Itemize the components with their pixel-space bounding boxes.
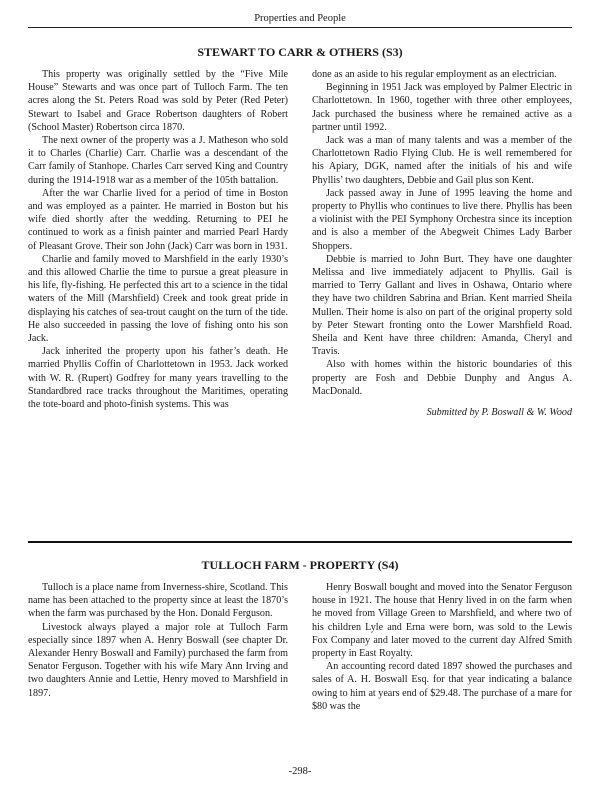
paragraph: Tulloch is a place name from Inverness-shire, Scotland. This name has been attached to the property since at least the 1870’s when the farm was purchased by the Hon. Donald Ferguson. bbox=[28, 582, 288, 620]
section-title-stewart-carr: STEWART TO CARR & OTHERS (S3) bbox=[197, 45, 403, 59]
section-title-tulloch-farm: TULLOCH FARM - PROPERTY (S4) bbox=[201, 558, 399, 572]
paragraph: Livestock always played a major role at Tulloch Farm especially since 1897 when A. Henry Boswall (see chapter Dr. Alexander Henry Boswall and Family) purchased the farm from Senator Ferguson. Together with his wife Mary Ann Irving and two daughters Annie and Lettie, Henry moved to Marshfield in 1897. bbox=[28, 621, 288, 699]
section2-right-column bbox=[312, 581, 572, 713]
paragraph: Jack passed away in June of 1995 leaving the home and property to Phyllis who continues to live there. Phyllis has been a violinist with the PEI Symphony Orchestra since its inception and is also a member of the Abegweit Chimes Lady Barber Shoppers. bbox=[312, 187, 572, 252]
paragraph: After the war Charlie lived for a period of time in Boston and was employed as a painter. He married in Boston but his wife died shortly after the wedding. Returning to PEI he continued to work as a finish painter and married Pearl Hardy of Pleasant Grove. Their son John (Jack) Carr was born in 1931. bbox=[28, 187, 288, 252]
paragraph: Charlie and family moved to Marshfield in the early 1930’s and this allowed Charlie the time to pursue a great pleasure in his life, fly-fishing. He perfected this art to a science in the tidal waters of the Mill (Marshfield) Creek and took great pride in displaying his catches of sea-trout caught on the turn of the tide. He also succeeded in passing the love of fishing onto his son Jack. bbox=[28, 253, 288, 345]
paragraph: Henry Boswall bought and moved into the Senator Ferguson house in 1921. The house that Henry lived in on the farm when he moved from Village Green to Marshfield, and where two of his children Lyle and Erna were born, was sold to the Lewis Fox Company and later moved to the current day Alfred Smith property in East Royalty. bbox=[312, 582, 572, 660]
section-divider bbox=[28, 541, 572, 543]
paragraph: Debbie is married to John Burt. They have one daughter Melissa and live immediately adjacent to Phyllis. Gail is married to Terry Gallant and lives in Oshawa, Ontario where they have two children Sabrina and Brian. Kent married Sheila Mullen. Their home is also on part of the original property sold by Peter Stewart fronting onto the Lower Marshfield Road. Sheila and Kent have three children: Amanda, Cheryl and Travis. bbox=[312, 253, 572, 358]
byline: Submitted by P. Boswall & W. Wood bbox=[426, 407, 572, 419]
paragraph: done as an aside to his regular employment as an electrician. bbox=[312, 69, 557, 80]
paragraph: Beginning in 1951 Jack was employed by Palmer Electric in Charlottetown. In 1960, together with three other employees, Jack purchased the business where he remained active as a partner until 1992. bbox=[312, 82, 572, 133]
paragraph: The next owner of the property was a J. Matheson who sold it to Charles (Charlie) Carr. Charlie was a descendant of the Carr family of Stanhope. Charles Carr served King and Country during the 1914-1918 war as a member of the 105th battalion. bbox=[28, 135, 288, 186]
paragraph: This property was originally settled by the “Five Mile House” Stewarts and was once part of Tulloch Farm. The ten acres along the St. Peters Road was sold by Peter (Red Peter) Stewart to Isabel and Grace Robertson daughters of Robert (School Master) Robertson circa 1870. bbox=[28, 69, 288, 133]
section1-left-column bbox=[28, 68, 288, 411]
paragraph: An accounting record dated 1897 showed the purchases and sales of A. H. Boswall Esq. for that year indicating a balance owing to him at years end of $29.48. The purchase of a mare for $80 was the bbox=[312, 661, 572, 712]
header-rule bbox=[28, 27, 572, 28]
page-number: -298- bbox=[288, 766, 312, 777]
paragraph: Also with homes within the historic boundaries of this property are Fosh and Debbie Dunphy and Angus A. MacDonald. bbox=[312, 359, 572, 397]
section2-left-column bbox=[28, 581, 288, 700]
running-head: Properties and People bbox=[254, 13, 346, 24]
paragraph: Jack was a man of many talents and was a member of the Charlottetown Radio Flying Club. He is well remembered for his Apiary, DGK, named after the initials of his and wife Phyllis’ two daughters, Debbie and Gail plus son Kent. bbox=[312, 135, 572, 186]
section1-right-column bbox=[312, 68, 572, 419]
paragraph: Jack inherited the property upon his father’s death. He married Phyllis Coffin of Charlottetown in 1953. Jack worked with W. R. (Rupert) Godfrey for many years travelling to the Standardbred race tracks throughout the Maritimes, operating the tote-board and photo-finish systems. This was bbox=[28, 346, 288, 411]
